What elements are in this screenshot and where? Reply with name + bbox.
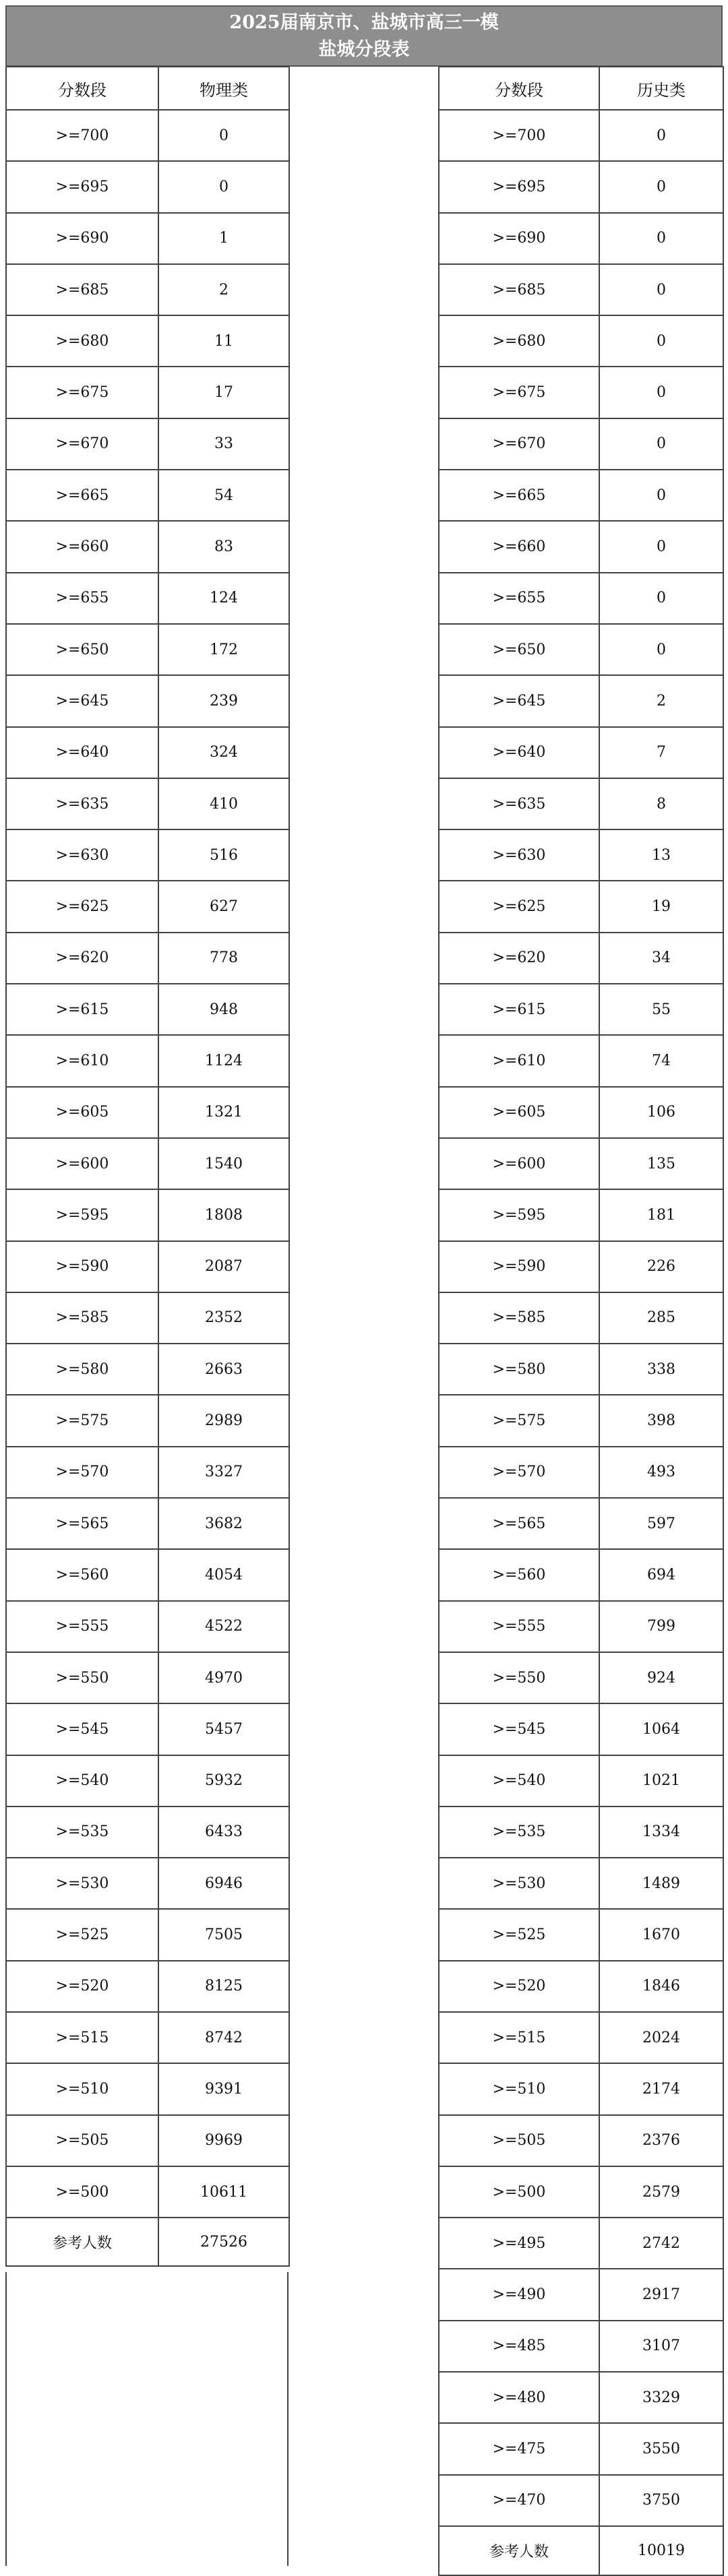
total-row <box>439 2526 723 2575</box>
score-range-cell: >=525 <box>439 1909 599 1960</box>
score-range-cell: >=590 <box>439 1241 599 1292</box>
count-cell: 2174 <box>599 2063 723 2114</box>
table-row <box>439 984 723 1035</box>
table-row <box>439 2115 723 2166</box>
count-cell: 0 <box>599 110 723 161</box>
score-range-cell: >=535 <box>439 1807 599 1858</box>
table-row <box>6 418 289 470</box>
table-row <box>439 2269 723 2320</box>
table-row <box>439 1344 723 1395</box>
score-range-cell: >=520 <box>6 1961 158 2012</box>
score-range-cell: >=545 <box>439 1703 599 1755</box>
table-row <box>6 727 289 778</box>
count-cell: 3682 <box>158 1498 289 1549</box>
count-cell: 34 <box>599 933 723 984</box>
count-cell: 2352 <box>158 1292 289 1344</box>
table-header-row <box>6 67 289 110</box>
count-cell: 2742 <box>599 2218 723 2269</box>
count-cell: 1846 <box>599 1961 723 2012</box>
count-cell: 799 <box>599 1601 723 1652</box>
score-range-cell: >=585 <box>6 1292 158 1344</box>
table-row <box>439 1858 723 1909</box>
count-cell: 2579 <box>599 2166 723 2218</box>
physics-table <box>5 66 290 2267</box>
table-row <box>439 418 723 470</box>
total-label: 参考人数 <box>439 2526 599 2575</box>
table-row <box>6 2166 289 2218</box>
count-cell: 0 <box>599 367 723 418</box>
table-row <box>6 110 289 161</box>
table-row <box>6 1344 289 1395</box>
count-cell: 0 <box>158 161 289 212</box>
count-cell: 3550 <box>599 2423 723 2474</box>
table-row <box>6 315 289 367</box>
table-row <box>439 110 723 161</box>
table-row <box>6 933 289 984</box>
score-range-cell: >=685 <box>6 264 158 315</box>
score-range-cell: >=575 <box>439 1395 599 1446</box>
table-row <box>439 881 723 932</box>
table-row <box>439 521 723 572</box>
header-score-range: 分数段 <box>439 67 599 110</box>
total-row <box>6 2218 289 2266</box>
score-range-cell: >=515 <box>6 2012 158 2063</box>
score-range-cell: >=540 <box>439 1755 599 1807</box>
count-cell: 5457 <box>158 1703 289 1755</box>
table-row <box>439 1909 723 1960</box>
count-cell: 2989 <box>158 1395 289 1446</box>
count-cell: 778 <box>158 933 289 984</box>
table-row <box>6 778 289 829</box>
title-banner <box>5 5 723 67</box>
table-row <box>439 1447 723 1498</box>
table-row <box>439 161 723 212</box>
score-range-cell: >=575 <box>6 1395 158 1446</box>
score-range-cell: >=700 <box>439 110 599 161</box>
score-range-cell: >=675 <box>6 367 158 418</box>
count-cell: 3750 <box>599 2475 723 2526</box>
table-row <box>439 1189 723 1240</box>
score-range-cell: >=470 <box>439 2475 599 2526</box>
score-range-cell: >=475 <box>439 2423 599 2474</box>
count-cell: 627 <box>158 881 289 932</box>
score-range-cell: >=690 <box>439 213 599 264</box>
table-row <box>6 1087 289 1138</box>
table-row <box>6 675 289 726</box>
table-row <box>6 213 289 264</box>
score-range-cell: >=605 <box>439 1087 599 1138</box>
score-range-cell: >=630 <box>439 829 599 881</box>
score-range-cell: >=655 <box>6 573 158 624</box>
table-row <box>439 1087 723 1138</box>
score-range-cell: >=520 <box>439 1961 599 2012</box>
table-row <box>6 1601 289 1652</box>
table-row <box>439 213 723 264</box>
score-range-cell: >=530 <box>6 1858 158 1909</box>
score-range-cell: >=570 <box>6 1447 158 1498</box>
score-range-cell: >=655 <box>439 573 599 624</box>
count-cell: 83 <box>158 521 289 572</box>
score-range-cell: >=555 <box>439 1601 599 1652</box>
table-row <box>439 1807 723 1858</box>
table-row <box>439 2218 723 2269</box>
table-row <box>6 1652 289 1703</box>
table-row <box>439 1138 723 1189</box>
score-range-cell: >=610 <box>439 1035 599 1086</box>
table-row <box>6 161 289 212</box>
table-row <box>6 1755 289 1807</box>
count-cell: 8742 <box>158 2012 289 2063</box>
count-cell: 106 <box>599 1087 723 1138</box>
table-row <box>439 367 723 418</box>
score-range-cell: >=480 <box>439 2372 599 2423</box>
table-row <box>439 264 723 315</box>
score-range-cell: >=585 <box>439 1292 599 1344</box>
count-cell: 0 <box>158 110 289 161</box>
header-category: 历史类 <box>599 67 723 110</box>
table-row <box>439 2012 723 2063</box>
count-cell: 2917 <box>599 2269 723 2320</box>
table-row <box>439 1961 723 2012</box>
table-row <box>6 1241 289 1292</box>
count-cell: 6433 <box>158 1807 289 1858</box>
table-row <box>439 2475 723 2526</box>
table-row <box>439 1755 723 1807</box>
count-cell: 0 <box>599 573 723 624</box>
table-row <box>439 315 723 367</box>
count-cell: 19 <box>599 881 723 932</box>
count-cell: 324 <box>158 727 289 778</box>
score-range-cell: >=500 <box>439 2166 599 2218</box>
table-row <box>6 2012 289 2063</box>
table-row <box>6 1961 289 2012</box>
score-range-cell: >=500 <box>6 2166 158 2218</box>
table-row <box>6 521 289 572</box>
table-row <box>439 1703 723 1755</box>
table-row <box>439 1601 723 1652</box>
count-cell: 13 <box>599 829 723 881</box>
score-range-cell: >=505 <box>6 2115 158 2166</box>
score-range-cell: >=650 <box>6 624 158 675</box>
count-cell: 410 <box>158 778 289 829</box>
count-cell: 54 <box>158 470 289 521</box>
table-row <box>439 1652 723 1703</box>
score-range-cell: >=560 <box>6 1549 158 1600</box>
score-range-cell: >=635 <box>439 778 599 829</box>
score-range-cell: >=550 <box>439 1652 599 1703</box>
table-header-row <box>439 67 723 110</box>
score-range-cell: >=545 <box>6 1703 158 1755</box>
score-range-cell: >=675 <box>439 367 599 418</box>
score-range-cell: >=645 <box>6 675 158 726</box>
count-cell: 1064 <box>599 1703 723 1755</box>
score-range-cell: >=620 <box>439 933 599 984</box>
score-range-cell: >=505 <box>439 2115 599 2166</box>
title-line-2: 盐城分段表 <box>318 38 410 60</box>
score-range-cell: >=605 <box>6 1087 158 1138</box>
score-range-cell: >=695 <box>6 161 158 212</box>
count-cell: 226 <box>599 1241 723 1292</box>
count-cell: 9969 <box>158 2115 289 2166</box>
count-cell: 239 <box>158 675 289 726</box>
score-range-cell: >=670 <box>439 418 599 470</box>
count-cell: 0 <box>599 470 723 521</box>
table-row <box>6 1138 289 1189</box>
table-row <box>6 1395 289 1446</box>
table-row <box>439 675 723 726</box>
score-range-cell: >=680 <box>439 315 599 367</box>
score-range-cell: >=630 <box>6 829 158 881</box>
total-value: 10019 <box>599 2526 723 2575</box>
table-row <box>6 470 289 521</box>
score-range-cell: >=695 <box>439 161 599 212</box>
table-row <box>439 2166 723 2218</box>
count-cell: 1021 <box>599 1755 723 1807</box>
count-cell: 1 <box>158 213 289 264</box>
count-cell: 10611 <box>158 2166 289 2218</box>
score-range-cell: >=510 <box>439 2063 599 2114</box>
table-row <box>439 2372 723 2423</box>
count-cell: 2 <box>158 264 289 315</box>
table-row <box>439 624 723 675</box>
table-row <box>6 1189 289 1240</box>
table-row <box>439 778 723 829</box>
table-row <box>6 1292 289 1344</box>
score-range-cell: >=645 <box>439 675 599 726</box>
history-table <box>438 66 724 2576</box>
count-cell: 2024 <box>599 2012 723 2063</box>
count-cell: 285 <box>599 1292 723 1344</box>
total-label: 参考人数 <box>6 2218 158 2266</box>
table-row <box>6 829 289 881</box>
count-cell: 33 <box>158 418 289 470</box>
count-cell: 0 <box>599 624 723 675</box>
table-row <box>439 727 723 778</box>
score-range-cell: >=560 <box>439 1549 599 1600</box>
score-range-cell: >=555 <box>6 1601 158 1652</box>
count-cell: 55 <box>599 984 723 1035</box>
count-cell: 3327 <box>158 1447 289 1498</box>
score-range-cell: >=580 <box>6 1344 158 1395</box>
header-score-range: 分数段 <box>6 67 158 110</box>
count-cell: 1489 <box>599 1858 723 1909</box>
table-row <box>6 1703 289 1755</box>
score-range-cell: >=540 <box>6 1755 158 1807</box>
table-row <box>439 2423 723 2474</box>
score-range-cell: >=665 <box>439 470 599 521</box>
score-range-cell: >=615 <box>6 984 158 1035</box>
count-cell: 2 <box>599 675 723 726</box>
physics-empty-area <box>5 2272 289 2566</box>
count-cell: 172 <box>158 624 289 675</box>
count-cell: 3107 <box>599 2321 723 2372</box>
table-row <box>6 367 289 418</box>
table-row <box>6 1858 289 1909</box>
count-cell: 1124 <box>158 1035 289 1086</box>
score-range-cell: >=580 <box>439 1344 599 1395</box>
table-row <box>439 1035 723 1086</box>
score-range-cell: >=515 <box>439 2012 599 2063</box>
total-value: 27526 <box>158 2218 289 2266</box>
table-row <box>6 984 289 1035</box>
count-cell: 493 <box>599 1447 723 1498</box>
count-cell: 3329 <box>599 2372 723 2423</box>
score-range-cell: >=660 <box>439 521 599 572</box>
score-range-cell: >=640 <box>439 727 599 778</box>
score-range-cell: >=625 <box>439 881 599 932</box>
title-line-1: 2025届南京市、盐城市高三一模 <box>229 11 499 33</box>
count-cell: 74 <box>599 1035 723 1086</box>
table-row <box>6 1035 289 1086</box>
table-row <box>6 1447 289 1498</box>
table-row <box>439 2321 723 2372</box>
score-range-cell: >=535 <box>6 1807 158 1858</box>
score-range-cell: >=495 <box>439 2218 599 2269</box>
table-row <box>439 1549 723 1600</box>
count-cell: 0 <box>599 161 723 212</box>
table-row <box>6 1909 289 1960</box>
count-cell: 0 <box>599 418 723 470</box>
score-range-cell: >=595 <box>6 1189 158 1240</box>
count-cell: 7505 <box>158 1909 289 1960</box>
count-cell: 135 <box>599 1138 723 1189</box>
count-cell: 597 <box>599 1498 723 1549</box>
count-cell: 948 <box>158 984 289 1035</box>
score-range-cell: >=565 <box>439 1498 599 1549</box>
score-range-cell: >=525 <box>6 1909 158 1960</box>
count-cell: 0 <box>599 264 723 315</box>
table-row <box>439 1498 723 1549</box>
table-row <box>6 1549 289 1600</box>
count-cell: 5932 <box>158 1755 289 1807</box>
score-range-cell: >=530 <box>439 1858 599 1909</box>
score-range-cell: >=550 <box>6 1652 158 1703</box>
score-range-cell: >=510 <box>6 2063 158 2114</box>
table-row <box>439 470 723 521</box>
table-row <box>6 573 289 624</box>
count-cell: 11 <box>158 315 289 367</box>
count-cell: 2376 <box>599 2115 723 2166</box>
score-range-cell: >=680 <box>6 315 158 367</box>
count-cell: 1334 <box>599 1807 723 1858</box>
score-range-cell: >=670 <box>6 418 158 470</box>
header-category: 物理类 <box>158 67 289 110</box>
count-cell: 0 <box>599 213 723 264</box>
count-cell: 1808 <box>158 1189 289 1240</box>
count-cell: 0 <box>599 315 723 367</box>
score-range-cell: >=620 <box>6 933 158 984</box>
score-range-cell: >=610 <box>6 1035 158 1086</box>
count-cell: 694 <box>599 1549 723 1600</box>
score-range-cell: >=600 <box>439 1138 599 1189</box>
table-row <box>439 1241 723 1292</box>
count-cell: 2087 <box>158 1241 289 1292</box>
score-range-cell: >=650 <box>439 624 599 675</box>
count-cell: 2663 <box>158 1344 289 1395</box>
count-cell: 7 <box>599 727 723 778</box>
score-range-cell: >=570 <box>439 1447 599 1498</box>
score-range-cell: >=615 <box>439 984 599 1035</box>
table-row <box>6 881 289 932</box>
count-cell: 6946 <box>158 1858 289 1909</box>
count-cell: 1540 <box>158 1138 289 1189</box>
table-row <box>439 573 723 624</box>
count-cell: 398 <box>599 1395 723 1446</box>
score-range-cell: >=590 <box>6 1241 158 1292</box>
table-row <box>439 829 723 881</box>
count-cell: 8125 <box>158 1961 289 2012</box>
score-range-cell: >=485 <box>439 2321 599 2372</box>
table-row <box>6 1807 289 1858</box>
count-cell: 4054 <box>158 1549 289 1600</box>
table-row <box>6 1498 289 1549</box>
score-range-cell: >=640 <box>6 727 158 778</box>
table-row <box>6 624 289 675</box>
score-range-cell: >=625 <box>6 881 158 932</box>
count-cell: 9391 <box>158 2063 289 2114</box>
table-row <box>439 1395 723 1446</box>
score-range-cell: >=700 <box>6 110 158 161</box>
score-range-cell: >=600 <box>6 1138 158 1189</box>
table-row <box>439 933 723 984</box>
table-row <box>6 2115 289 2166</box>
table-row <box>439 2063 723 2114</box>
score-range-cell: >=490 <box>439 2269 599 2320</box>
count-cell: 1670 <box>599 1909 723 1960</box>
count-cell: 4522 <box>158 1601 289 1652</box>
table-row <box>6 264 289 315</box>
count-cell: 4970 <box>158 1652 289 1703</box>
count-cell: 124 <box>158 573 289 624</box>
table-row <box>439 1292 723 1344</box>
score-range-cell: >=665 <box>6 470 158 521</box>
count-cell: 516 <box>158 829 289 881</box>
score-range-cell: >=660 <box>6 521 158 572</box>
score-range-cell: >=690 <box>6 213 158 264</box>
count-cell: 17 <box>158 367 289 418</box>
count-cell: 338 <box>599 1344 723 1395</box>
table-row <box>6 2063 289 2114</box>
count-cell: 924 <box>599 1652 723 1703</box>
score-range-cell: >=635 <box>6 778 158 829</box>
count-cell: 1321 <box>158 1087 289 1138</box>
count-cell: 8 <box>599 778 723 829</box>
count-cell: 181 <box>599 1189 723 1240</box>
score-range-cell: >=685 <box>439 264 599 315</box>
score-range-cell: >=595 <box>439 1189 599 1240</box>
count-cell: 0 <box>599 521 723 572</box>
score-range-cell: >=565 <box>6 1498 158 1549</box>
